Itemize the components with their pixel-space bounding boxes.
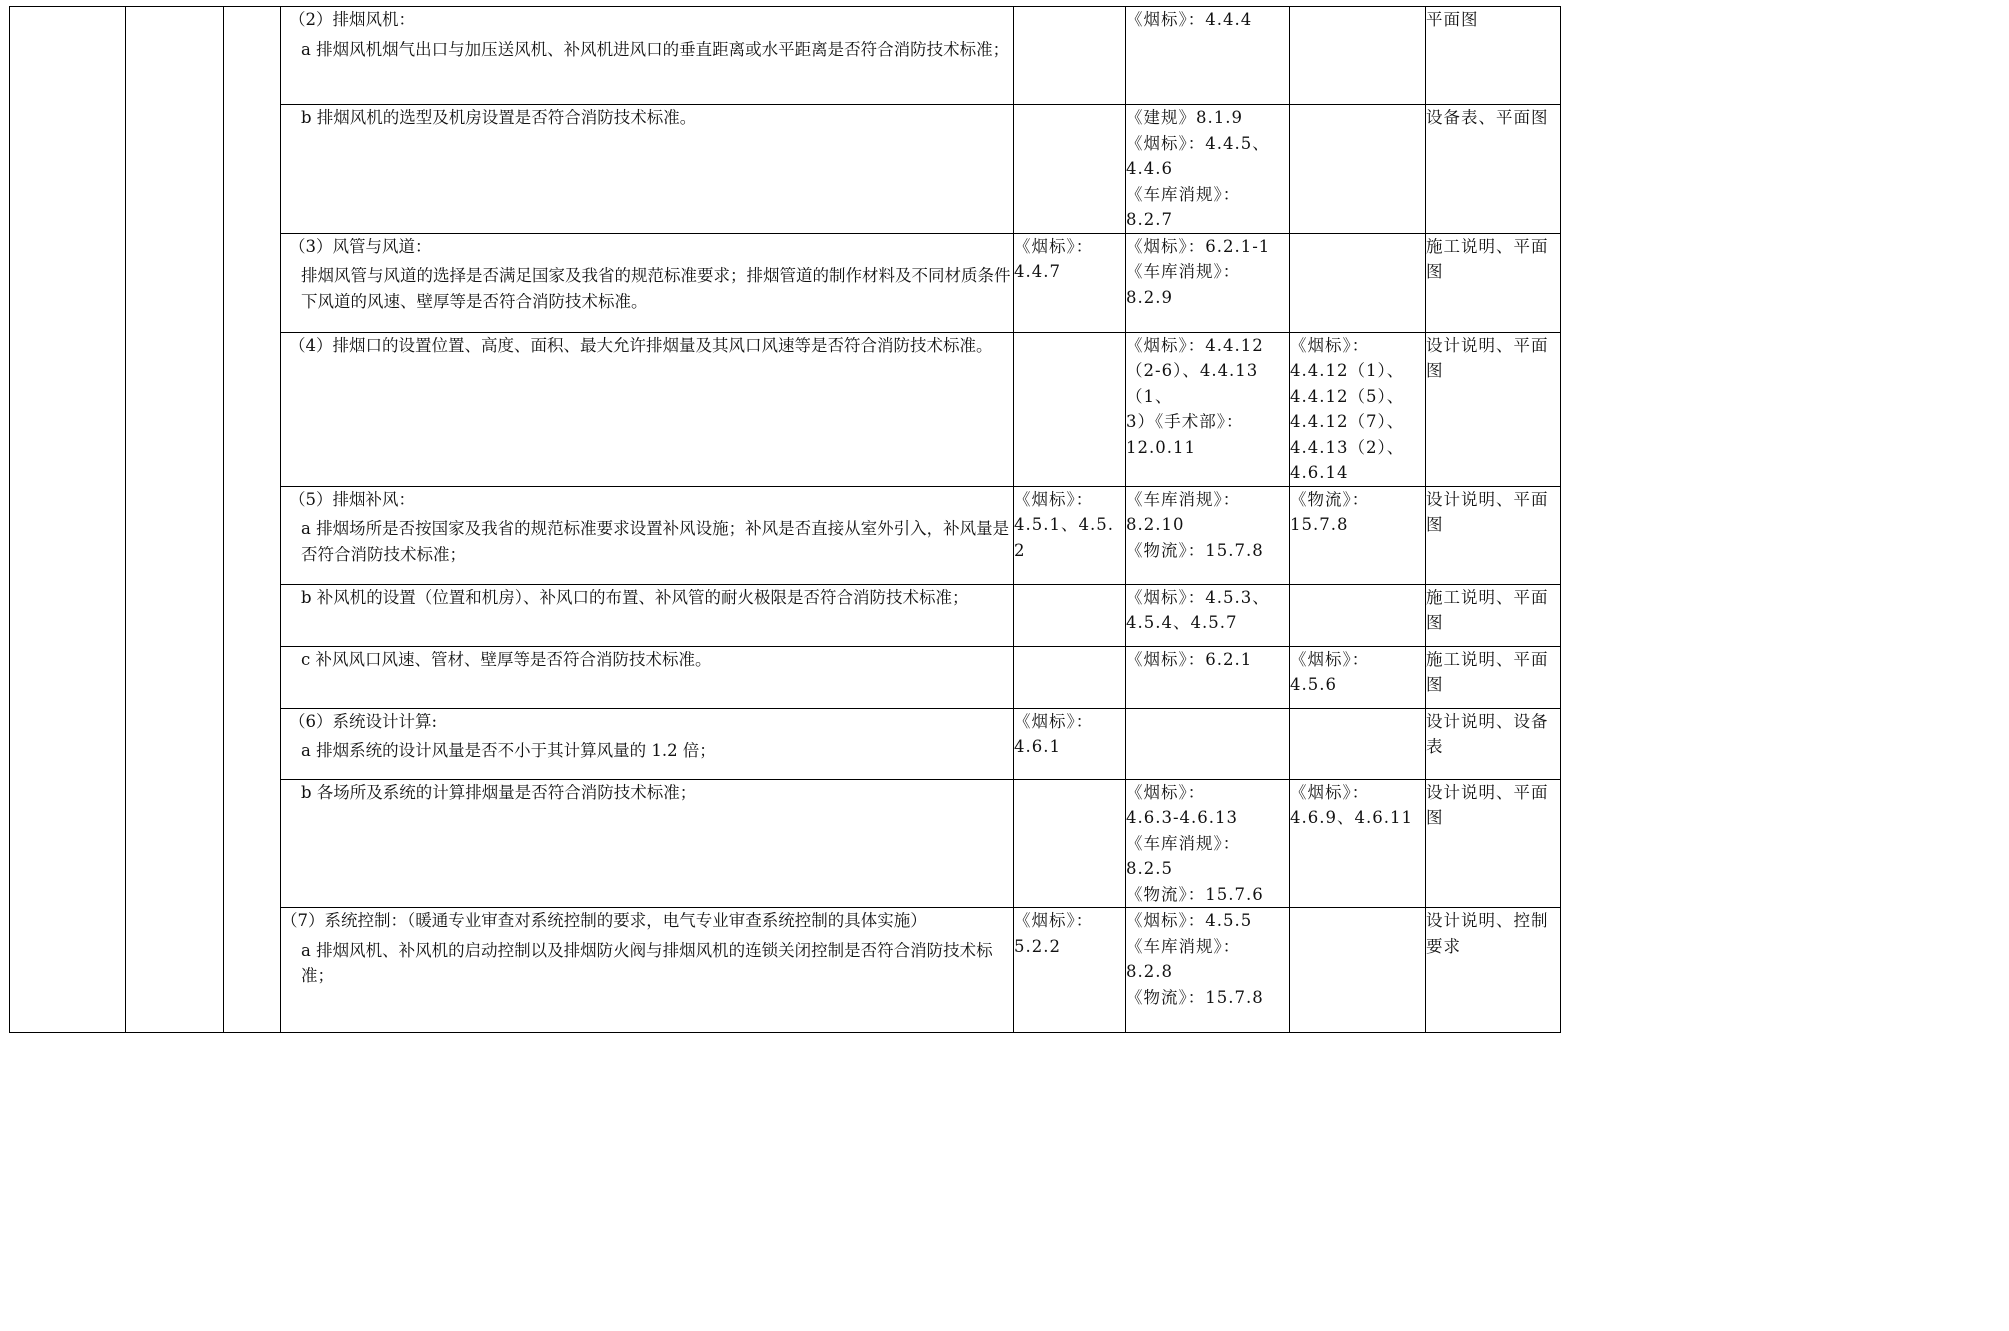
review-heading: （3）风管与风道： <box>289 236 432 256</box>
reference-cell <box>1126 233 1290 332</box>
reference-cell <box>1126 908 1290 1033</box>
review-basis-line: 施工说明、平面 <box>1426 236 1549 256</box>
reference-cell <box>1014 486 1126 584</box>
review-content-cell <box>281 646 1014 708</box>
review-basis-line: 图 <box>1426 361 1444 380</box>
reference-cell <box>1290 233 1426 332</box>
reference-cell <box>1014 779 1126 908</box>
reference-line: 《烟标》：6.2.1-1 <box>1126 236 1271 256</box>
review-basis-cell <box>1426 908 1561 1033</box>
reference-cell <box>1290 7 1426 105</box>
review-basis-cell <box>1426 646 1561 708</box>
reference-line: 《车库消规》： <box>1126 262 1241 281</box>
reference-line: 4.4.6 <box>1126 159 1173 178</box>
reference-line: 《烟标》：4.4.5、 <box>1126 133 1270 153</box>
review-basis-line: 设备表、平面图 <box>1426 108 1549 127</box>
review-clause: a 排烟场所是否按国家及我省的规范标准要求设置补风设施；补风是否直接从室外引入，补风量是否符合消防技术标准； <box>301 519 1010 564</box>
reference-line: 《烟标》： <box>1290 649 1370 669</box>
reference-line: 4.6.9、4.6.11 <box>1290 808 1413 827</box>
review-basis-line: 要求 <box>1426 936 1461 956</box>
reference-cell <box>1126 7 1290 105</box>
reference-line: 《烟标》：4.4.4 <box>1126 10 1253 29</box>
reference-cell <box>1014 646 1126 708</box>
review-basis-line: 施工说明、平面 <box>1426 649 1549 669</box>
reference-line: 《烟标》：4.5.5 <box>1126 911 1253 930</box>
reference-cell <box>1014 908 1126 1033</box>
reference-line: 《物流》：15.7.8 <box>1126 540 1264 560</box>
review-heading: （2）排烟风机： <box>289 10 415 29</box>
reference-line: 《车库消规》： <box>1126 833 1241 853</box>
reference-line: 《物流》：15.7.8 <box>1126 987 1264 1007</box>
reference-line: 《烟标》： <box>1290 782 1370 802</box>
reference-line: 《物流》：15.7.6 <box>1126 884 1264 904</box>
reference-line: 《车库消规》： <box>1126 184 1241 204</box>
review-basis-cell <box>1426 486 1561 584</box>
reference-line: 8.2.9 <box>1126 287 1173 307</box>
review-table <box>9 6 1561 1033</box>
reference-line: 4.5.6 <box>1290 675 1337 694</box>
reference-line: 《建规》8.1.9 <box>1126 108 1243 127</box>
reference-line: 4.4.12（5）、 <box>1290 386 1405 406</box>
reference-line: 《物流》： <box>1290 489 1370 509</box>
review-basis-cell <box>1426 584 1561 646</box>
reference-cell <box>1014 233 1126 332</box>
reference-cell <box>1126 486 1290 584</box>
review-clause: b 排烟风机的选型及机房设置是否符合消防技术标准。 <box>301 108 697 127</box>
review-basis-line: 图 <box>1426 515 1444 534</box>
reference-line: 4.6.14 <box>1290 463 1349 482</box>
reference-cell <box>1290 908 1426 1033</box>
review-basis-line: 施工说明、平面 <box>1426 587 1549 607</box>
reference-line: （2-6）、4.4.13（1、 <box>1126 361 1259 406</box>
reference-cell <box>1126 708 1290 779</box>
reference-cell <box>1126 332 1290 486</box>
reference-line: 《烟标》： <box>1014 711 1094 731</box>
review-basis-cell <box>1426 332 1561 486</box>
reference-cell <box>1290 779 1426 908</box>
review-basis-line: 图 <box>1426 675 1444 694</box>
review-basis-line: 设计说明、平面 <box>1426 782 1549 802</box>
review-heading: （4）排烟口的设置位置、高度、面积、最大允许排烟量及其风口风速等是否符合消防技术标准。 <box>289 335 993 355</box>
review-heading: （6）系统设计计算: <box>289 711 438 731</box>
reference-cell <box>1126 105 1290 234</box>
reference-line: 《烟标》： <box>1290 335 1370 355</box>
reference-cell <box>1290 332 1426 486</box>
review-basis-line: 平面图 <box>1426 10 1479 29</box>
reference-line: 《烟标》： <box>1014 911 1094 930</box>
review-basis-line: 表 <box>1426 737 1444 756</box>
review-clause: b 补风机的设置（位置和机房）、补风口的布置、补风管的耐火极限是否符合消防技术标准； <box>301 587 969 607</box>
review-basis-line: 图 <box>1426 262 1444 281</box>
reference-cell <box>1290 105 1426 234</box>
reference-cell <box>1290 486 1426 584</box>
reference-line: 4.4.12（1）、 <box>1290 361 1405 380</box>
review-basis-cell <box>1426 7 1561 105</box>
reference-line: 《车库消规》： <box>1126 489 1241 509</box>
table-row <box>10 7 1561 105</box>
reference-line: 《烟标》： <box>1014 236 1094 256</box>
review-content-cell <box>281 584 1014 646</box>
review-clause: a 排烟风机烟气出口与加压送风机、补风机进风口的垂直距离或水平距离是否符合消防技术标准； <box>301 39 1010 59</box>
reference-line: 8.2.5 <box>1126 859 1173 878</box>
reference-line: 4.5.1、4.5.2 <box>1014 515 1114 560</box>
review-content-cell <box>281 486 1014 584</box>
reference-line: 8.2.10 <box>1126 515 1185 534</box>
review-clause: 排烟风管与风道的选择是否满足国家及我省的规范标准要求；排烟管道的制作材料及不同材质条件下风道的风速、壁厚等是否符合消防技术标准。 <box>301 266 1011 311</box>
review-basis-cell <box>1426 708 1561 779</box>
review-content-cell <box>281 7 1014 105</box>
review-basis-line: 图 <box>1426 613 1444 632</box>
review-clause: b 各场所及系统的计算排烟量是否符合消防技术标准； <box>301 782 697 802</box>
reference-line: 4.6.1 <box>1014 737 1061 756</box>
review-basis-line: 设计说明、控制 <box>1426 911 1549 930</box>
review-clause: a 排烟系统的设计风量是否不小于其计算风量的 1.2 倍； <box>301 741 716 760</box>
review-content-cell <box>281 332 1014 486</box>
review-content-cell <box>281 908 1014 1033</box>
review-content-cell <box>281 779 1014 908</box>
review-basis-line: 设计说明、设备 <box>1426 711 1549 731</box>
review-heading: （7）系统控制：（暖通专业审查对系统控制的要求，电气专业审查系统控制的具体实施） <box>281 911 927 930</box>
reference-line: 《烟标》： <box>1126 782 1206 802</box>
reference-cell <box>1014 708 1126 779</box>
reference-cell <box>1126 779 1290 908</box>
reference-cell <box>1014 7 1126 105</box>
review-basis-line: 设计说明、平面 <box>1426 335 1549 355</box>
review-basis-cell <box>1426 779 1561 908</box>
review-clause: c 补风风口风速、管材、壁厚等是否符合消防技术标准。 <box>301 649 712 669</box>
review-heading: （5）排烟补风： <box>289 489 415 509</box>
review-basis-cell <box>1426 105 1561 234</box>
reference-cell <box>1126 584 1290 646</box>
reference-line: 3）《手术部》： <box>1126 412 1244 431</box>
reference-line: 8.2.7 <box>1126 210 1173 229</box>
reference-line: 4.5.4、4.5.7 <box>1126 613 1238 632</box>
reference-line: 《烟标》：6.2.1 <box>1126 649 1253 669</box>
reference-line: 15.7.8 <box>1290 515 1349 534</box>
reference-line: 4.4.12（7）、 <box>1290 412 1405 431</box>
review-basis-line: 设计说明、平面 <box>1426 489 1549 509</box>
blank-cell-category <box>10 7 126 1033</box>
reference-line: 5.2.2 <box>1014 936 1061 956</box>
reference-line: 《烟标》：4.4.12 <box>1126 335 1264 355</box>
reference-cell <box>1126 646 1290 708</box>
reference-cell <box>1014 584 1126 646</box>
blank-cell-number <box>224 7 281 1033</box>
reference-cell <box>1290 646 1426 708</box>
review-content-cell <box>281 708 1014 779</box>
review-clause: a 排烟风机、补风机的启动控制以及排烟防火阀与排烟风机的连锁关闭控制是否符合消防技术标准； <box>301 940 993 985</box>
review-basis-cell <box>1426 233 1561 332</box>
reference-line: 《车库消规》： <box>1126 936 1241 956</box>
reference-cell <box>1014 105 1126 234</box>
reference-line: 《烟标》： <box>1014 489 1094 509</box>
reference-line: 4.4.7 <box>1014 262 1061 281</box>
review-basis-line: 图 <box>1426 808 1444 827</box>
reference-line: 4.4.13（2）、 <box>1290 437 1405 457</box>
review-content-cell <box>281 105 1014 234</box>
reference-line: 12.0.11 <box>1126 437 1196 457</box>
reference-line: 8.2.8 <box>1126 962 1173 981</box>
reference-cell <box>1290 708 1426 779</box>
review-content-cell <box>281 233 1014 332</box>
reference-cell <box>1290 584 1426 646</box>
reference-line: 《烟标》：4.5.3、 <box>1126 587 1270 607</box>
reference-cell <box>1014 332 1126 486</box>
reference-line: 4.6.3-4.6.13 <box>1126 808 1239 827</box>
blank-cell-item <box>126 7 224 1033</box>
